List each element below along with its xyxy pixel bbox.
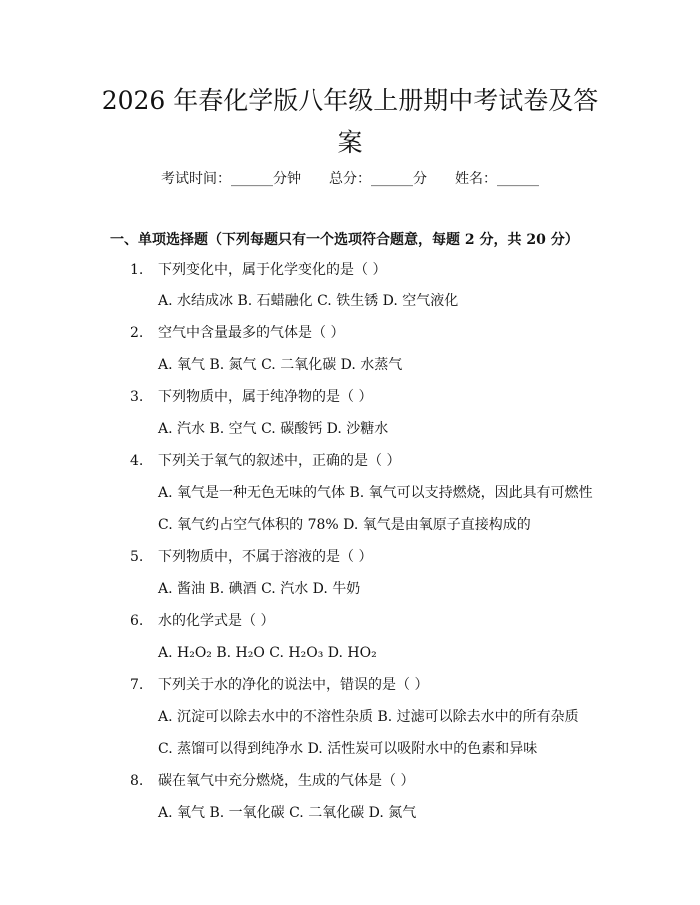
question-6 <box>130 611 610 631</box>
student-name: 姓名：______ <box>455 171 539 187</box>
question-number: 5. <box>130 549 144 565</box>
total-score: 总分：______分 <box>329 171 427 187</box>
question-6-options: A. H₂O₂ B. H₂O C. H₂O₃ D. HO₂ <box>158 645 377 661</box>
exam-meta <box>0 168 700 188</box>
question-1-options: A. 水结成冰 B. 石蜡融化 C. 铁生锈 D. 空气液化 <box>158 293 459 309</box>
question-number: 4. <box>130 453 144 469</box>
title-line-2: 案 <box>337 128 363 157</box>
question-3 <box>130 387 610 407</box>
page-title <box>80 80 620 164</box>
question-text: 下列物质中，不属于溶液的是（ ） <box>158 549 373 565</box>
question-8-options: A. 氧气 B. 一氧化碳 C. 二氧化碳 D. 氮气 <box>158 805 417 821</box>
exam-time: 考试时间：______分钟 <box>161 171 301 187</box>
question-text: 水的化学式是（ ） <box>158 613 275 629</box>
question-2-options: A. 氧气 B. 氮气 C. 二氧化碳 D. 水蒸气 <box>158 357 403 373</box>
question-number: 7. <box>130 677 144 693</box>
question-3-options: A. 汽水 B. 空气 C. 碳酸钙 D. 沙糖水 <box>158 421 389 437</box>
question-4 <box>130 451 610 471</box>
question-number: 3. <box>130 389 144 405</box>
question-text: 碳在氧气中充分燃烧，生成的气体是（ ） <box>158 773 415 789</box>
question-text: 下列关于水的净化的说法中，错误的是（ ） <box>158 677 429 693</box>
question-number: 1. <box>130 262 144 278</box>
question-7 <box>130 675 610 695</box>
question-text: 下列变化中，属于化学变化的是（ ） <box>158 262 387 278</box>
question-text: 下列物质中，属于纯净物的是（ ） <box>158 389 373 405</box>
question-number: 6. <box>130 613 144 629</box>
question-5-options: A. 酱油 B. 碘酒 C. 汽水 D. 牛奶 <box>158 581 361 597</box>
question-8 <box>130 771 610 791</box>
question-5 <box>130 547 610 567</box>
section-heading: 一、单项选择题（下列每题只有一个选项符合题意，每题 2 分，共 20 分） <box>110 232 579 248</box>
question-7-options-line-2: C. 蒸馏可以得到纯净水 D. 活性炭可以吸附水中的色素和异味 <box>158 741 538 757</box>
question-text: 下列关于氧气的叙述中，正确的是（ ） <box>158 453 401 469</box>
question-text: 空气中含量最多的气体是（ ） <box>158 325 345 341</box>
question-1 <box>130 260 610 280</box>
question-number: 2. <box>130 325 144 341</box>
title-line-1: 2026 年春化学版八年级上册期中考试卷及答 <box>101 86 599 115</box>
question-4-options-line-1: A. 氧气是一种无色无味的气体 B. 氧气可以支持燃烧，因此具有可燃性 <box>158 485 593 501</box>
question-4-options-line-2: C. 氧气约占空气体积的 78% D. 氧气是由氧原子直接构成的 <box>158 517 531 533</box>
question-2 <box>130 323 610 343</box>
question-number: 8. <box>130 773 144 789</box>
question-7-options-line-1: A. 沉淀可以除去水中的不溶性杂质 B. 过滤可以除去水中的所有杂质 <box>158 709 579 725</box>
